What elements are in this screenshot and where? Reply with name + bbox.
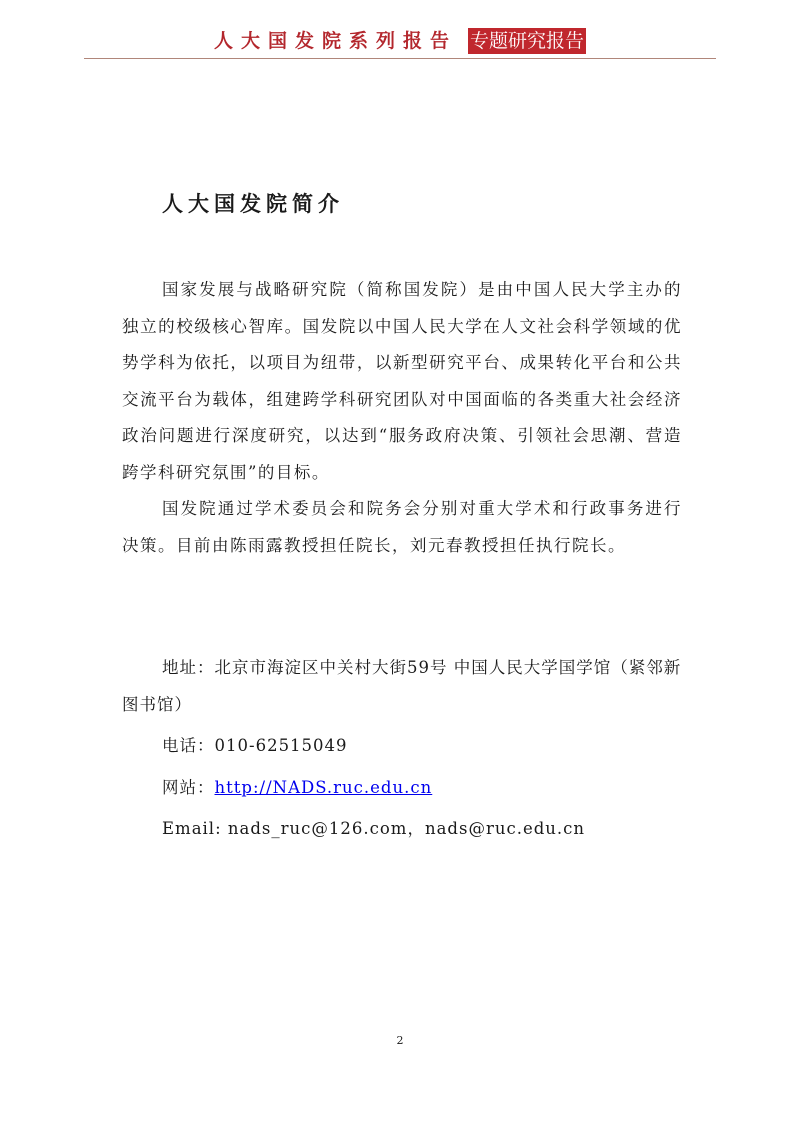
email-line bbox=[122, 811, 682, 848]
phone-label: 电话： bbox=[162, 736, 215, 755]
intro-paragraph-2: 国发院通过学术委员会和院务会分别对重大学术和行政事务进行决策。目前由陈雨露教授担任院长，刘元春教授担任执行院长。 bbox=[122, 499, 682, 555]
website-label: 网站： bbox=[162, 777, 215, 797]
website-line bbox=[122, 770, 682, 807]
section-title: 人大国发院简介 bbox=[162, 191, 344, 216]
phone-line bbox=[122, 728, 682, 765]
email-label: Email: bbox=[162, 819, 228, 838]
page-header bbox=[0, 24, 800, 57]
page-number: 2 bbox=[396, 1034, 404, 1047]
address-value: 北京市海淀区中关村大街59号 中国人民大学国学馆（紧邻新图书馆） bbox=[122, 658, 682, 714]
website-link[interactable]: http://NADS.ruc.edu.cn bbox=[214, 777, 433, 797]
email-value: nads_ruc@126.com，nads@ruc.edu.cn bbox=[227, 819, 586, 838]
intro-body bbox=[122, 272, 682, 564]
phone-value: 010-62515049 bbox=[214, 736, 348, 755]
address-line bbox=[122, 650, 682, 723]
report-type-badge: 专题研究报告 bbox=[470, 29, 585, 52]
header-divider bbox=[84, 58, 716, 59]
address-label: 地址： bbox=[162, 658, 215, 677]
report-series-title: 人大国发院系列报告 bbox=[213, 29, 457, 52]
intro-paragraph-1: 国家发展与战略研究院（简称国发院）是由中国人民大学主办的独立的校级核心智库。国发院以中国人民大学在人文社会科学领域的优势学科为依托，以项目为纽带，以新型研究平台、成果转化平台和公共交流平台为载体，组建跨学科研究团队对中国面临的各类重大社会经济政治问题进行深度研究，以达到“服务政府决策、引领社会思潮、营造跨学科研究氛围”的目标。 bbox=[122, 280, 682, 482]
contact-info bbox=[122, 650, 682, 853]
